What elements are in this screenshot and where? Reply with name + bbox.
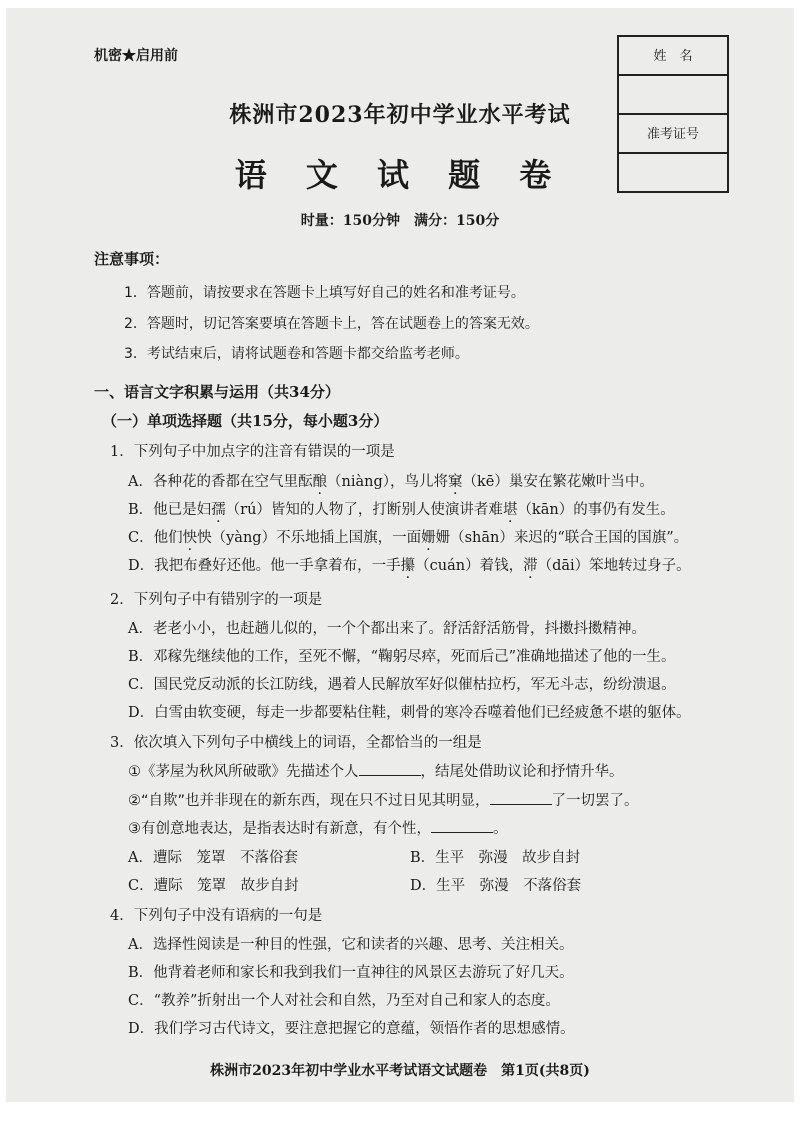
- question-3-option-a: A．遭际 笼罩 不落俗套: [128, 850, 298, 866]
- question-4-stem: 4．下列句子中没有语病的一句是: [110, 908, 323, 924]
- exam-title: 株洲市2023年初中学业水平考试: [229, 102, 571, 128]
- name-label: 姓 名: [619, 37, 727, 76]
- question-1-option-a: A．各种花的香都在空气里酝酿（niàng），鸟儿将窠（kē）巢安在繁花嫩叶当中。: [128, 474, 654, 490]
- fill-blank: [431, 818, 493, 833]
- section-title: 一、语言文字积累与运用（共34分）: [94, 383, 340, 401]
- question-1-stem: 1．下列句子中加点字的注音有错误的一项是: [110, 444, 395, 460]
- exam-number-field: [619, 154, 727, 193]
- question-2-option-a: A．老老小小，也赶趟儿似的，一个个都出来了。舒活舒活筋骨，抖擞抖擞精神。: [128, 621, 646, 637]
- fill-blank: [359, 761, 421, 776]
- question-3-option-b: B．生平 弥漫 故步自封: [410, 850, 581, 866]
- notice-item: 2．答题时，切记答案要填在答题卡上，答在试题卷上的答案无效。: [124, 316, 539, 332]
- question-4-option-c: C．“教养”折射出一个人对社会和自然，乃至对自己和家人的态度。: [128, 993, 560, 1009]
- notice-item: 3．考试结束后，请将试题卷和答题卡都交给监考老师。: [124, 346, 469, 362]
- question-2-option-d: D．白雪由软变硬，每走一步都要粘住鞋，刺骨的寒冷吞噬着他们已经疲惫不堪的躯体。: [128, 705, 691, 721]
- confidential-label: 机密★启用前: [94, 48, 178, 64]
- question-4-option-d: D．我们学习古代诗文，要注意把握它的意蕴，领悟作者的思想感情。: [128, 1021, 575, 1037]
- question-2-option-b: B．邓稼先继续他的工作，至死不懈，“鞠躬尽瘁，死而后己”准确地描述了他的一生。: [128, 649, 676, 665]
- question-3-sentence-1: ①《茅屋为秋风所破歌》先描述个人 ，结尾处借助议论和抒情升华。: [128, 760, 624, 781]
- subsection-title: （一）单项选择题（共15分，每小题3分）: [102, 412, 389, 430]
- page-footer: 株洲市2023年初中学业水平考试语文试题卷 第1页(共8页): [210, 1063, 590, 1079]
- exam-page: [6, 8, 794, 1102]
- question-1-option-b: B．他已是妇孺（rú）皆知的人物了，打断别人使演讲者难堪（kān）的事仍有发生。: [128, 502, 675, 518]
- question-2-option-c: C．国民党反动派的长江防线，遇着人民解放军好似催枯拉朽，军无斗志，纷纷溃退。: [128, 677, 676, 693]
- question-3-sentence-3: ③有创意地表达，是指表达时有新意，有个性， 。: [128, 817, 508, 838]
- notice-item: 1．答题前，请按要求在答题卡上填写好自己的姓名和准考证号。: [124, 285, 525, 301]
- question-1-option-c: C．他们怏怏（yàng）不乐地插上国旗，一面姗姗（shān）来迟的“联合王国的国旗”。: [128, 530, 689, 546]
- exam-number-label: 准考证号: [619, 115, 727, 154]
- name-field: [619, 76, 727, 115]
- question-3-sentence-2: ②“自欺”也并非现在的新东西，现在只不过日见其明显， 了一切罢了。: [128, 789, 639, 810]
- paper-title: 语 文 试 题 卷: [234, 156, 566, 194]
- notice-heading: 注意事项：: [94, 250, 170, 268]
- question-4-option-a: A．选择性阅读是一种目的性强，它和读者的兴趣、思考、关注相关。: [128, 937, 574, 953]
- time-score-info: 时量：150分钟 满分：150分: [300, 213, 500, 229]
- question-1-option-d: D．我把布叠好还他。他一手拿着布，一手攥（cuán）着钱，滞（dāi）笨地转过身子。: [128, 558, 691, 574]
- question-4-option-b: B．他背着老师和家长和我到我们一直神往的风景区去游玩了好几天。: [128, 965, 574, 981]
- question-3-option-d: D．生平 弥漫 不落俗套: [410, 878, 582, 894]
- candidate-info-box: [617, 35, 729, 193]
- question-3-option-c: C．遭际 笼罩 故步自封: [128, 878, 299, 894]
- question-2-stem: 2．下列句子中有错别字的一项是: [110, 592, 323, 608]
- fill-blank: [490, 790, 552, 805]
- question-3-stem: 3．依次填入下列句子中横线上的词语，全都恰当的一组是: [110, 735, 482, 751]
